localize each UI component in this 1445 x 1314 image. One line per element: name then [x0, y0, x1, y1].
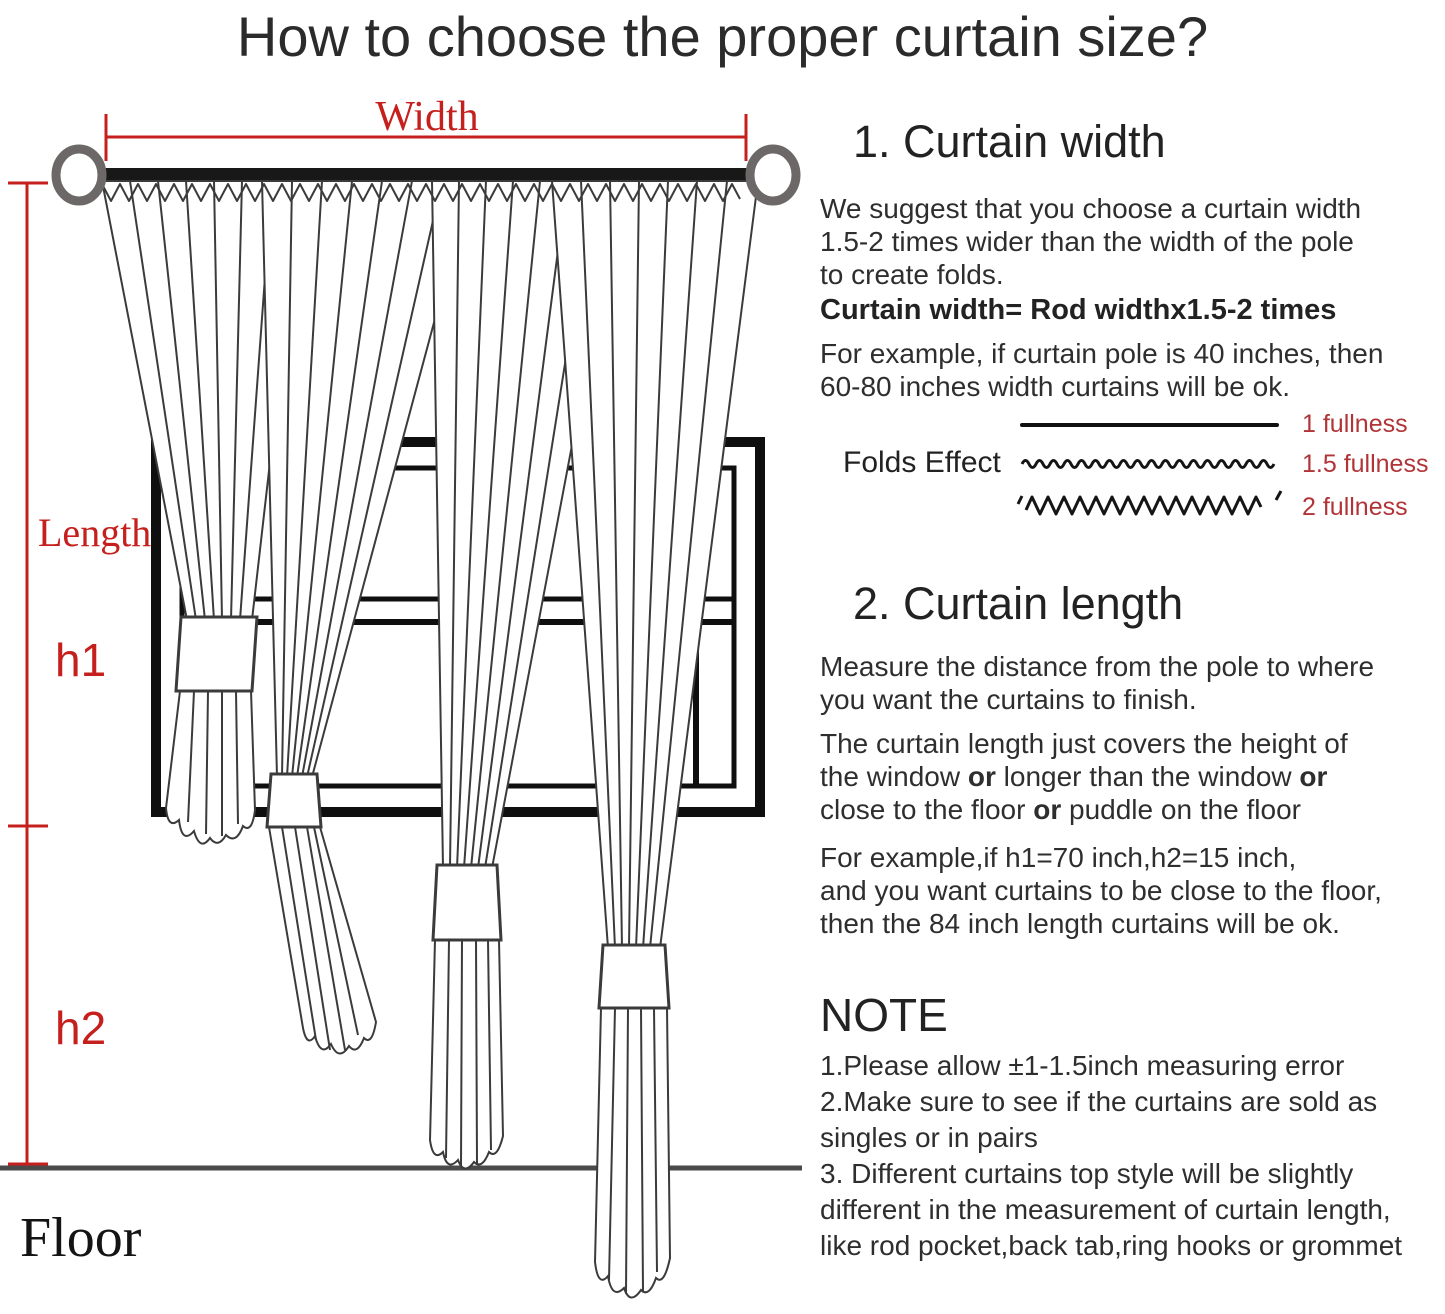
- note-item-3-line-3: like rod pocket,back tab,ring hooks or grommet: [820, 1230, 1403, 1261]
- text-line: [820, 793, 1348, 826]
- text-segment: the window: [820, 761, 968, 792]
- floor-label: Floor: [20, 1207, 142, 1269]
- text-line: We suggest that you choose a curtain width: [820, 193, 1362, 224]
- note-item-2-line-2: singles or in pairs: [820, 1122, 1038, 1153]
- text-line: For example,if h1=70 inch,h2=15 inch,: [820, 842, 1297, 873]
- page-title: How to choose the proper curtain size?: [236, 5, 1209, 68]
- text-line: Measure the distance from the pole to where: [820, 651, 1375, 682]
- rod-ring-left: [56, 149, 102, 201]
- note-list: [820, 1048, 1402, 1264]
- section-length-example: [820, 841, 1382, 940]
- fullness-label-1-5: 1.5 fullness: [1302, 450, 1429, 478]
- h1-label: h1: [55, 634, 107, 686]
- curtain-panel-4: [552, 181, 758, 1298]
- curtain-tail-2: [269, 827, 376, 1054]
- tieback-band-3: [433, 865, 501, 940]
- text-line: 60-80 inches width curtains will be ok.: [820, 371, 1291, 402]
- fullness-label-2: 2 fullness: [1302, 493, 1408, 521]
- note-item-3-line-2: different in the measurement of curtain length,: [820, 1194, 1391, 1225]
- tieback-band-4: [599, 945, 669, 1008]
- width-label: Width: [375, 94, 479, 140]
- text-line: to create folds.: [820, 259, 1004, 290]
- text-line: 1.5-2 times wider than the width of the pole: [820, 226, 1354, 257]
- text-segment-bold: or: [1299, 761, 1328, 792]
- text-segment: The curtain length just covers the height of: [820, 728, 1348, 759]
- text-line: [820, 760, 1348, 793]
- text-line: For example, if curtain pole is 40 inches, then: [820, 338, 1384, 369]
- text-line: and you want curtains to be close to the floor,: [820, 875, 1382, 906]
- text-line: then the 84 inch length curtains will be ok.: [820, 908, 1340, 939]
- folds-effect-label: Folds Effect: [843, 446, 1001, 479]
- section-length-paragraph-2: [820, 727, 1348, 826]
- note-item-3-line-1: 3. Different curtains top style will be slightly: [820, 1158, 1354, 1189]
- h2-label: h2: [55, 1002, 107, 1054]
- curtain-fan-4: [552, 181, 758, 948]
- rod-ring-right: [750, 149, 796, 201]
- fullness-label-1: 1 fullness: [1302, 410, 1408, 438]
- section-length-paragraph-1: [820, 650, 1374, 716]
- text-line: you want the curtains to finish.: [820, 684, 1197, 715]
- length-dimension-line: [8, 183, 48, 1166]
- section-width-heading: 1. Curtain width: [853, 116, 1166, 167]
- note-item-1: 1.Please allow ±1-1.5inch measuring error: [820, 1050, 1345, 1081]
- text-segment-bold: or: [1033, 794, 1062, 825]
- fullness-line-wave: [1022, 461, 1274, 468]
- fullness-line-zigzag: [1018, 491, 1281, 514]
- text-line: [820, 727, 1348, 760]
- section-width-paragraph-1: [820, 192, 1361, 291]
- folds-effect-legend: [1012, 408, 1292, 523]
- curtain-tail-3: [430, 940, 503, 1169]
- curtain-tail-4: [595, 1008, 670, 1298]
- note-item-2-line-1: 2.Make sure to see if the curtains are sold as: [820, 1086, 1378, 1117]
- text-segment: close to the floor: [820, 794, 1034, 825]
- text-segment: puddle on the floor: [1061, 794, 1301, 825]
- length-label: Length: [38, 510, 152, 555]
- tieback-band-2: [267, 774, 321, 827]
- curtain-tail-1: [166, 691, 255, 844]
- section-width-example: [820, 337, 1383, 403]
- text-segment-bold: or: [967, 761, 996, 792]
- section-length-heading: 2. Curtain length: [853, 578, 1184, 629]
- tieback-band-1: [176, 617, 257, 691]
- note-heading: NOTE: [820, 989, 948, 1041]
- curtain-width-formula: Curtain width= Rod widthx1.5-2 times: [820, 294, 1337, 326]
- curtain-rod: [96, 168, 760, 180]
- text-segment: longer than the window: [995, 761, 1300, 792]
